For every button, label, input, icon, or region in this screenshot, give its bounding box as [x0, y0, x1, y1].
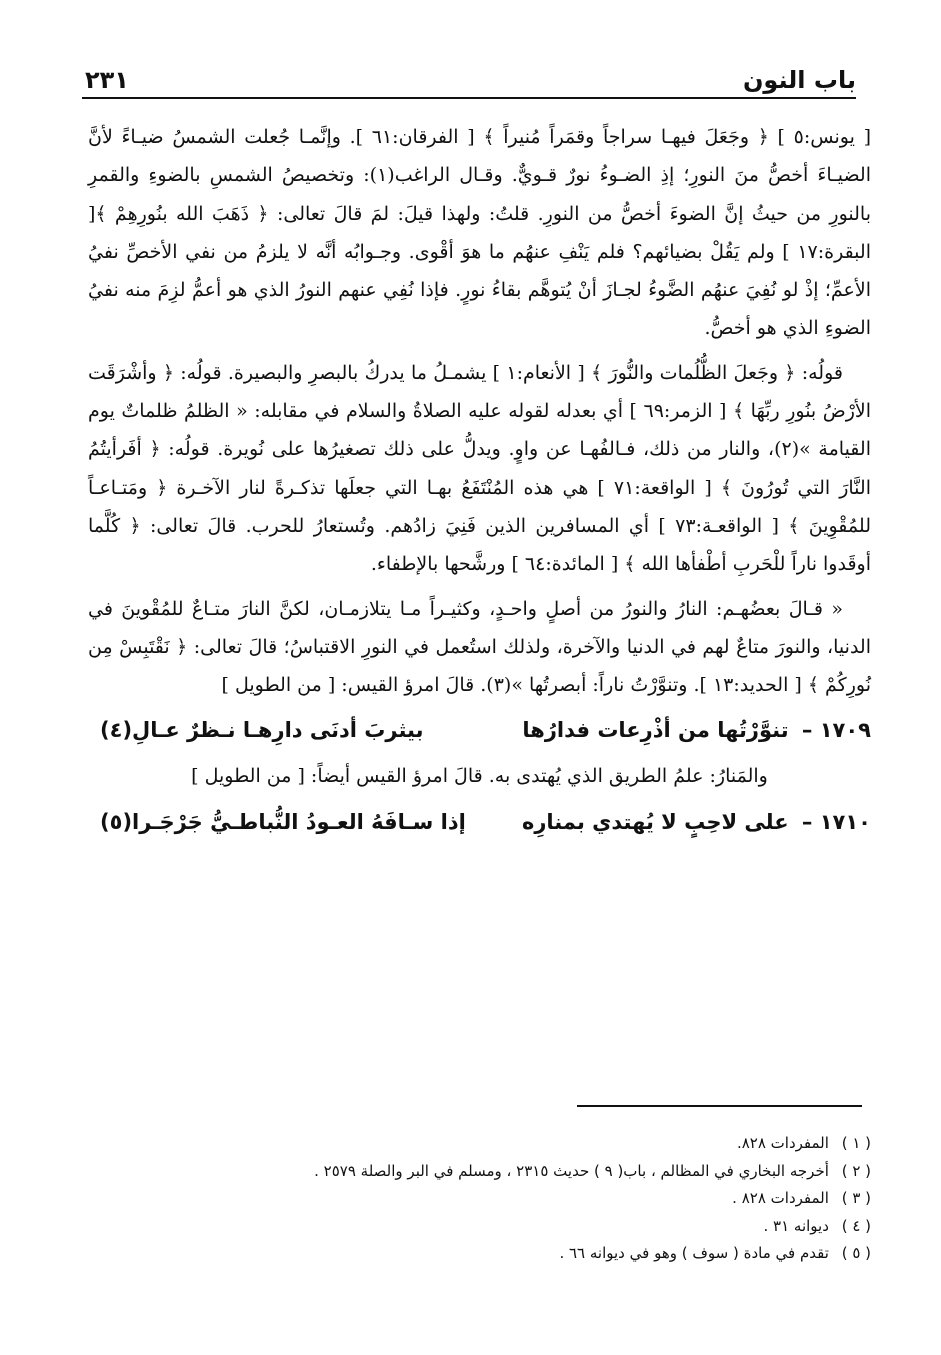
verse-first-hemistich: ١٧٠٩ – تنوَّرْتُها من أذْرِعات فدارُها — [522, 718, 871, 743]
page-header — [85, 58, 856, 94]
footnote-text: المفردات ٨٢٨. — [736, 1134, 829, 1152]
footnote-number: ( ١ ) — [841, 1134, 871, 1152]
footnotes — [120, 1130, 871, 1268]
footnote — [120, 1240, 871, 1268]
footnote — [120, 1213, 871, 1241]
section-title: باب النون — [742, 66, 856, 94]
footnote-text: ديوانه ٣١ . — [763, 1216, 829, 1235]
footnote-divider — [577, 1105, 862, 1107]
footnote-text: المفردات ٨٢٨ . — [732, 1189, 829, 1207]
footnote-text: أخرجه البخاري في المظالم ، باب( ٩ ) حديث ٢٣١٥ ، ومسلم في البر والصلة ٢٥٧٩ . — [314, 1161, 829, 1180]
verse-number: ١٧١٠ – — [801, 810, 871, 835]
footnote — [120, 1130, 871, 1158]
footnote — [120, 1158, 871, 1186]
footnote-text: تقدم في مادة ( سوف ) وهو في ديوانه ٦٦ . — [559, 1244, 829, 1262]
footnote — [120, 1185, 871, 1213]
paragraph: [ يونس:٥ ] ﴿ وجَعَلَ فيهـا سراجاً وقمَراً مُنيراً ﴾ [ الفرقان:٦١ ]. وإنَّمـا جُعلت الشمسُ ضيـاءً لأنَّ الضيـاءَ أخصُّ منَ النورِ؛ إذِ الضـوءُ نورٌ قـويٌّ. وقـال الراغب(١): وتخصيصُ الشمسِ بالضوءِ والقمرِ بالنورِ من حيثُ إنَّ الضوءَ أخصُّ من النورِ. قلتُ: ولهذا قيلَ: لمَ قالَ تعالى: ﴿ ذَهَبَ الله بنُورِهِمْ ﴾[ البقرة:١٧ ] ولم يَقُلْ بضيائهم؟ فلم يَنْفِ عنهُم ما هوَ أقْوى. وجـوابُه أنَّه لا يلزمُ من نفي الأخصِّ نفيُ الأعمِّ؛ إذْ لو نُفِيَ عنهُم الضَّوءُ لجـازَ أنْ يُتوهَّم بقاءُ نورٍ. فإذا نُفِي عنهم النورُ الذي هو أعمُّ لزِمَ منه نفيُ الضوءِ الذي هو أخصُّ. — [88, 126, 871, 340]
main-text — [88, 118, 871, 848]
header-divider — [82, 97, 856, 99]
paragraph: قولُه: ﴿ وجَعلَ الظُّلُمات والنُّورَ ﴾ [ الأنعام:١ ] يشمـلُ ما يدركُ بالبصرِ والبصيرة. قولُه: ﴿ وأشْرَقَت الأرْضُ بنُورِ ربِّهَا ﴾ [ الزمر:٦٩ ] أي بعدله لقوله عليه الصلاةُ والسلام في مقابله: « الظلمُ ظلماتٌ يوم القيامة »(٢)، والنار من ذلك، فـالفُهـا عن واوٍ. ويدلُّ على ذلك تصغيرُها على نُويرة. قولُه: ﴿ أفَرأيتُمُ النَّارَ التي تُورُونَ ﴾ [ الواقعة:٧١ ] هي هذه المُنْتَفَعُ بهـا التي جعلَها تذكـرةً لنار الآخـرة ﴿ ومَتـاعـاً للمُقْوِينَ ﴾ [ الواقعـة:٧٣ ] أي المسافرين الذين فَنِيَ زادُهم. وتُستعارُ للحرب. قالَ تعالى: ﴿ كُلَّما أوقَدوا ناراً للْحَربِ أطْفأها الله ﴾ [ المائدة:٦٤ ] ورشَّحها بالإطفاء. — [88, 361, 871, 576]
verse-number: ١٧٠٩ – — [801, 718, 871, 743]
poem-verse — [88, 796, 871, 848]
verse-second-hemistich: بيثربَ أدنَى دارِهـا نـظرٌ عـالِ(٤) — [100, 718, 424, 743]
page-number: ٢٣١ — [85, 66, 129, 94]
verse-first-hemistich: ١٧١٠ – على لاحِبٍ لا يُهتدي بمنارِه — [521, 810, 871, 835]
poem-verse — [88, 704, 871, 756]
footnote-number: ( ٥ ) — [841, 1244, 871, 1262]
verse-second-hemistich: إذا سـافَهُ العـودُ النُّباطـيُّ جَرْجَـرا(٥) — [100, 810, 466, 835]
footnote-number: ( ٢ ) — [841, 1161, 871, 1180]
footnote-number: ( ٤ ) — [841, 1216, 871, 1235]
verse-introduction: والمَنارُ: علمُ الطريق الذي يُهتدى به. قالَ امرؤ القيس أيضاً: [ من الطويل ] — [191, 765, 768, 788]
footnote-number: ( ٣ ) — [841, 1189, 871, 1207]
paragraph: « قـالَ بعضُهـم: النارُ والنورُ من أصلٍ واحـدٍ، وكثيـراً مـا يتلازمـان، لكنَّ النارَ متـاعٌ للمُقْوينَ في الدنيا، والنورَ متاعٌ لهم في الدنيا والآخرة، ولذلك استُعمل في النورِ الاقتباسُ؛ قالَ تعالى: ﴿ نَقْتَبِسْ مِن نُورِكُمْ ﴾ [ الحديد:١٣ ]. وتنوَّرْتُ ناراً: أبصرتُها »(٣). قالَ امرؤ القيس: [ من الطويل ] — [88, 597, 871, 697]
